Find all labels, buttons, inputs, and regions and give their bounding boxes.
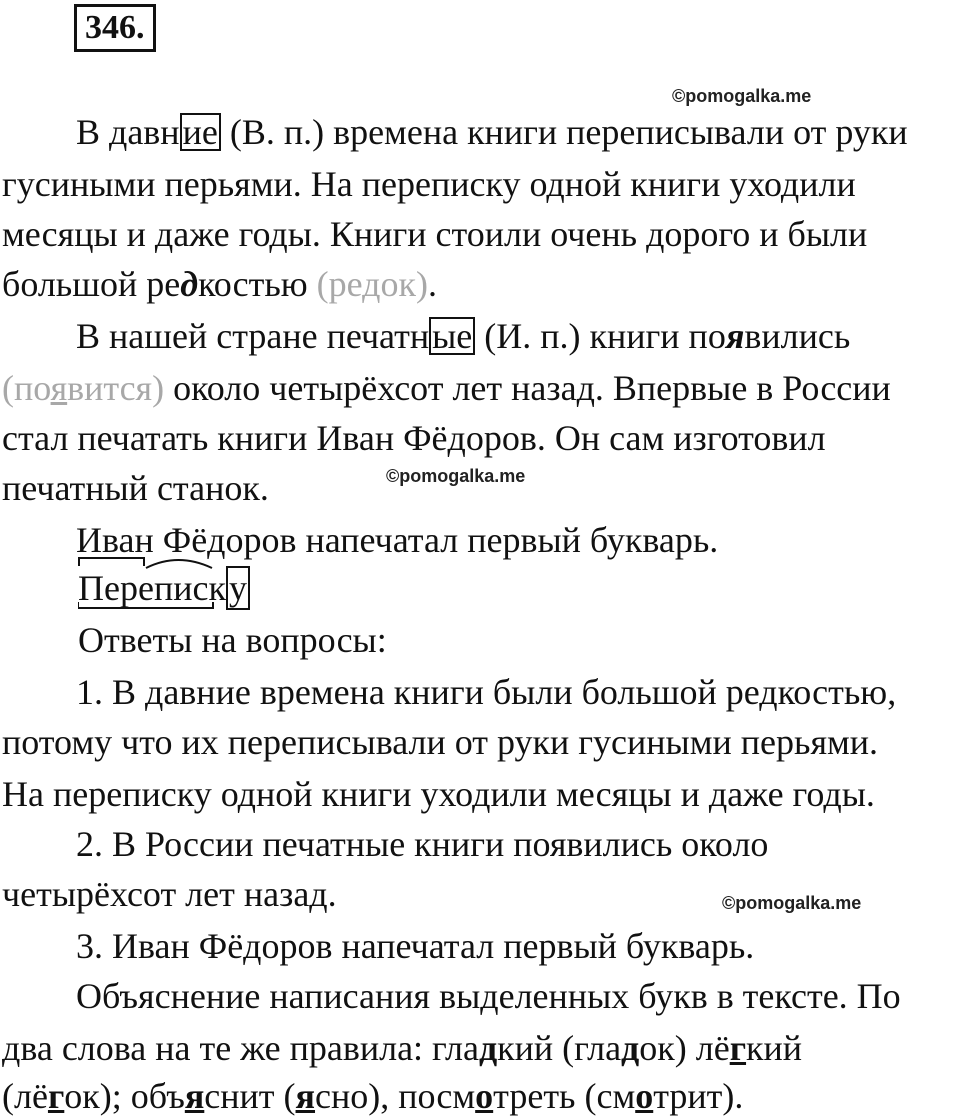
paragraph-1-line: месяцы и даже годы. Книги стоили очень дорого и были xyxy=(2,214,868,254)
root: писк xyxy=(153,568,226,608)
answer-line: потому что их переписывали от руки гусиными перьями. xyxy=(2,722,879,762)
answer-line: На переписку одной книги уходили месяцы и даже годы. xyxy=(2,774,875,814)
explanation-line: два слова на те же правила: гладкий (гладок) лёгкий xyxy=(2,1028,803,1068)
paragraph-2-line: печатный станок. xyxy=(2,468,269,508)
ending-box: ие xyxy=(180,113,221,151)
highlighted-letter: д xyxy=(180,264,199,304)
sentence: Иван Фёдоров напечатал первый букварь. xyxy=(76,520,719,560)
paragraph-1-line: В давние (В. п.) времена книги переписывали от руки xyxy=(76,112,908,152)
paragraph-1-line: большой редкостью (редок). xyxy=(2,264,437,304)
highlighted-letter: я xyxy=(725,316,745,356)
ending-box: у xyxy=(226,566,250,610)
answer-line: 2. В России печатные книги появились около xyxy=(76,824,769,864)
morpheme-marks xyxy=(78,556,258,618)
ending-box: ые xyxy=(429,317,475,355)
paragraph-2-line: стал печатать книги Иван Фёдоров. Он сам изготовил xyxy=(2,418,826,458)
morpheme-parse xyxy=(78,568,250,608)
watermark: ©pomogalka.me xyxy=(672,86,812,106)
watermark: ©pomogalka.me xyxy=(722,893,862,913)
paragraph-2-line: (появится) около четырёхсот лет назад. Впервые в России xyxy=(2,368,891,408)
prefix: Пере xyxy=(78,568,154,608)
answers-heading: Ответы на вопросы: xyxy=(78,620,387,660)
paragraph-1-line: гусиными перьями. На переписку одной книги уходили xyxy=(2,164,856,204)
exercise-number: 346. xyxy=(74,4,156,52)
paragraph-2-line: В нашей стране печатные (И. п.) книги появились xyxy=(76,316,851,356)
answer-line: 1. В давние времена книги были большой редкостью, xyxy=(76,672,897,712)
explanation-line: Объяснение написания выделенных букв в тексте. По xyxy=(76,976,901,1016)
watermark: ©pomogalka.me xyxy=(386,466,526,486)
answer-line: 3. Иван Фёдоров напечатал первый букварь. xyxy=(76,926,755,966)
answer-line: четырёхсот лет назад. xyxy=(2,874,337,914)
check-word-hint: (появится) xyxy=(2,368,165,408)
explanation-line: (лёгок); объяснит (ясно), посмотреть (смотрит). xyxy=(2,1076,744,1116)
check-word-hint: (редок) xyxy=(316,264,428,304)
